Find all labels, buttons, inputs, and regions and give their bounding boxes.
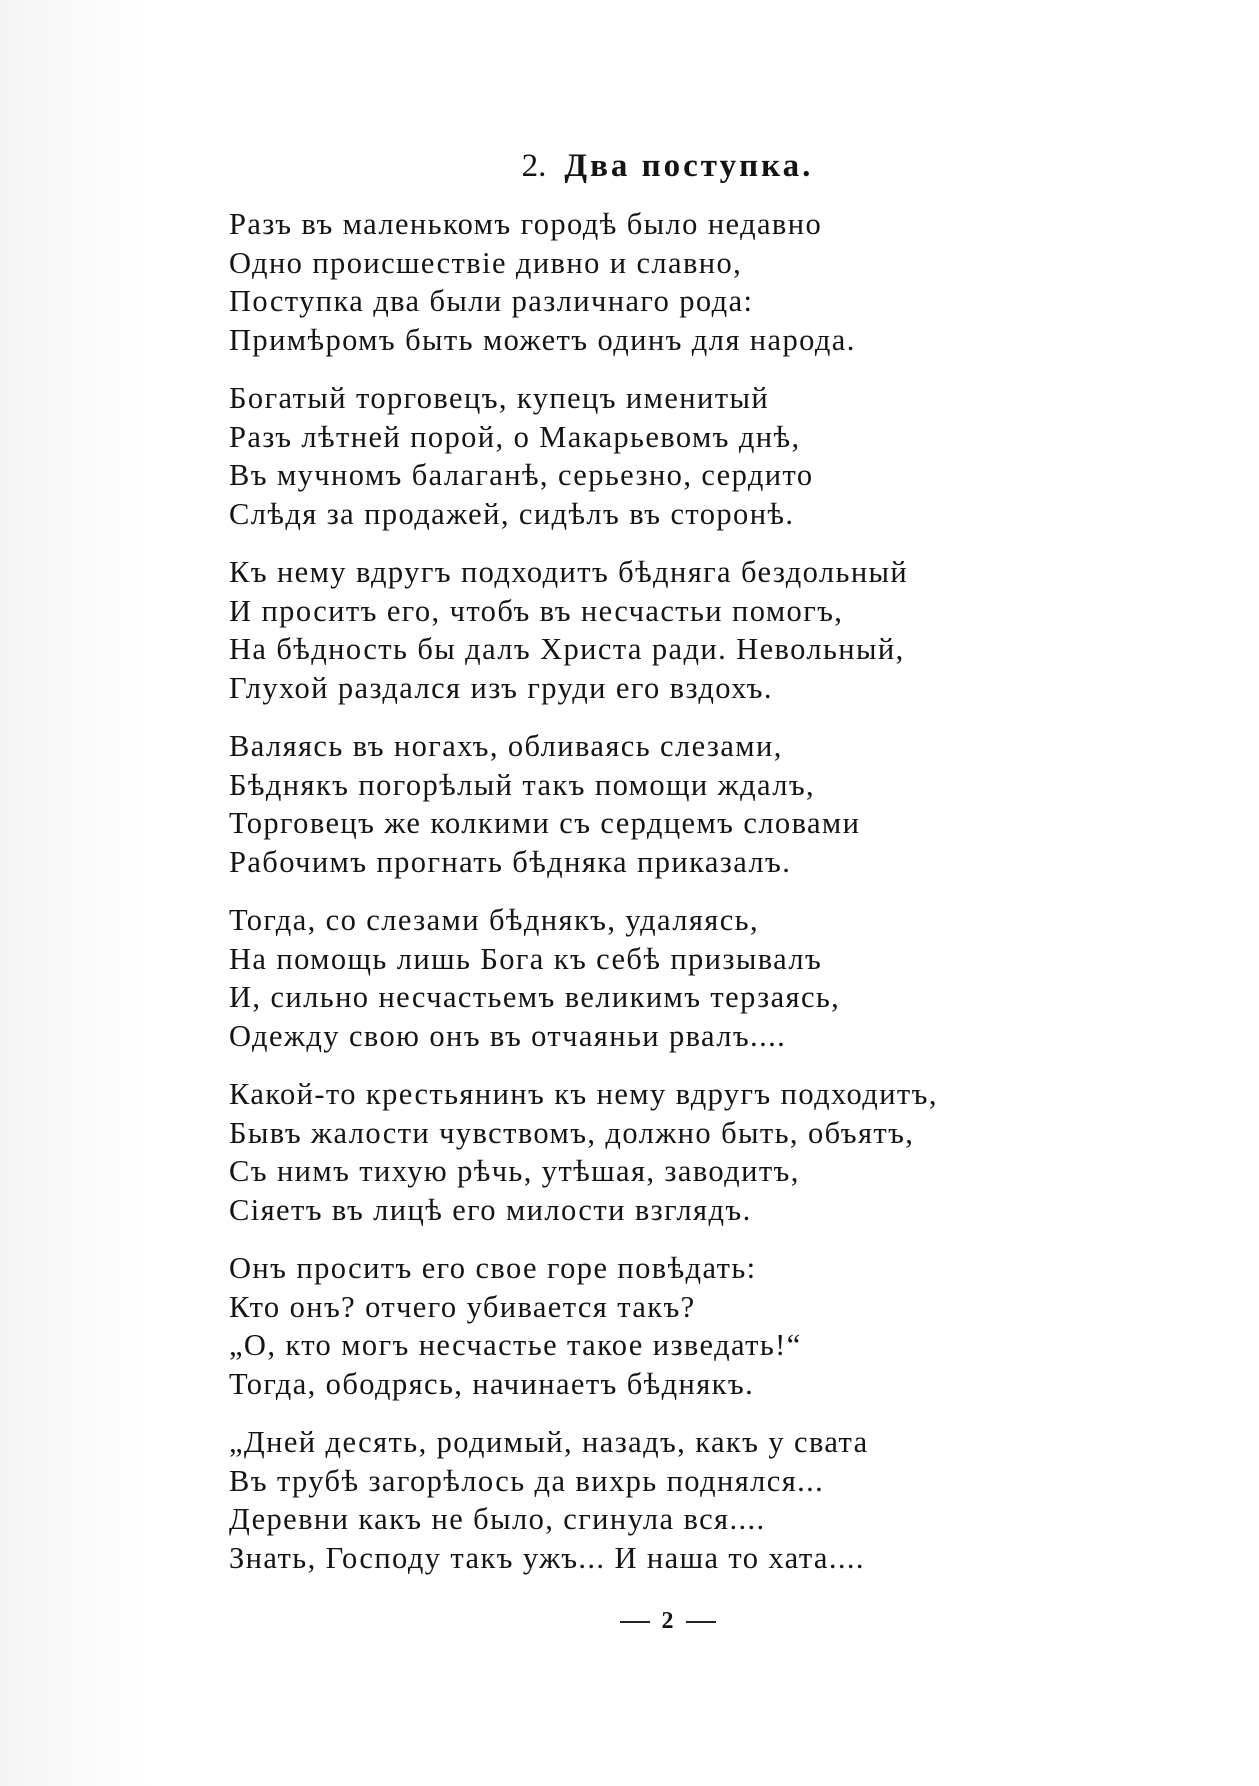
stanza [229,1075,1129,1229]
verse-line: На помощь лишь Бога къ себѣ призывалъ [229,941,823,976]
verse-line: Въ мучномъ балаганѣ, серьезно, сердито [229,458,814,492]
verse-line: Онъ проситъ его свое горе повѣдать: [229,1251,757,1285]
verse-line: Какой-то крестьянинъ къ нему вдругъ подходитъ, [229,1077,938,1111]
verse-line: „О, кто могъ несчастье такое изведать!“ [229,1328,802,1362]
stanza [229,205,1129,359]
verse-line: И проситъ его, чтобъ въ несчастьи помогъ, [229,593,844,628]
verse-line: Разъ въ маленькомъ городѣ было недавно [229,207,823,241]
page-number [0,1608,1259,1635]
poem-body [229,205,1129,1597]
verse-line: Слѣдя за продажей, сидѣлъ въ сторонѣ. [229,496,795,531]
verse-line: Поступка два были различнаго рода: [229,284,754,318]
verse-line: Въ трубѣ загорѣлось да вихрь поднялся... [229,1463,825,1498]
verse-line: Бывъ жалости чувствомъ, должно быть, объятъ, [229,1115,915,1150]
stanza [229,379,1129,533]
stanza [229,1249,1129,1403]
verse-line: Рабочимъ прогнать бѣдняка приказалъ. [229,844,792,879]
dash-left [620,1621,650,1623]
verse-line: На бѣдность бы далъ Христа ради. Невольный, [229,632,905,666]
verse-line: Разъ лѣтней порой, о Макарьевомъ днѣ, [229,419,801,454]
verse-line: Глухой раздался изъ груди его вздохъ. [229,670,773,705]
poem-heading [0,146,1259,186]
stanza [229,727,1129,881]
verse-line: Торговецъ же колкими съ сердцемъ словами [229,806,861,840]
verse-line: Одно происшествіе дивно и славно, [229,245,743,280]
poem-title: Два поступка. [564,148,814,184]
verse-line: „Дней десять, родимый, назадъ, какъ у свата [229,1425,869,1459]
page-number-value: 2 [661,1608,674,1634]
stanza [229,901,1129,1055]
scan-shadow [0,0,152,1786]
verse-line: Валяясь въ ногахъ, обливаясь слезами, [229,729,783,763]
stanza [229,553,1129,707]
verse-line: Къ нему вдругъ подходитъ бѣдняга бездольный [229,555,909,589]
stanza [229,1423,1129,1577]
verse-line: Богатый торговецъ, купецъ именитый [229,381,770,415]
verse-line: И, сильно несчастьемъ великимъ терзаясь, [229,980,841,1014]
verse-line: Тогда, со слезами бѣднякъ, удаляясь, [229,903,759,937]
verse-line: Деревни какъ не было, сгинула вся.... [229,1502,766,1536]
verse-line: Съ нимъ тихую рѣчь, утѣшая, заводитъ, [229,1154,800,1188]
verse-line: Тогда, ободрясь, начинаетъ бѣднякъ. [229,1366,755,1401]
dash-right [686,1621,716,1623]
verse-line: Одежду свою онъ въ отчаяньи рвалъ.... [229,1018,787,1053]
verse-line: Знать, Господу такъ ужъ... И наша то хата.... [229,1540,865,1575]
verse-line: Примѣромъ быть можетъ одинъ для народа. [229,322,856,357]
verse-line: Сіяетъ въ лицѣ его милости взглядъ. [229,1192,752,1227]
poem-number: 2. [521,148,547,184]
verse-line: Кто онъ? отчего убивается такъ? [229,1289,696,1324]
verse-line: Бѣднякъ погорѣлый такъ помощи ждалъ, [229,767,816,802]
